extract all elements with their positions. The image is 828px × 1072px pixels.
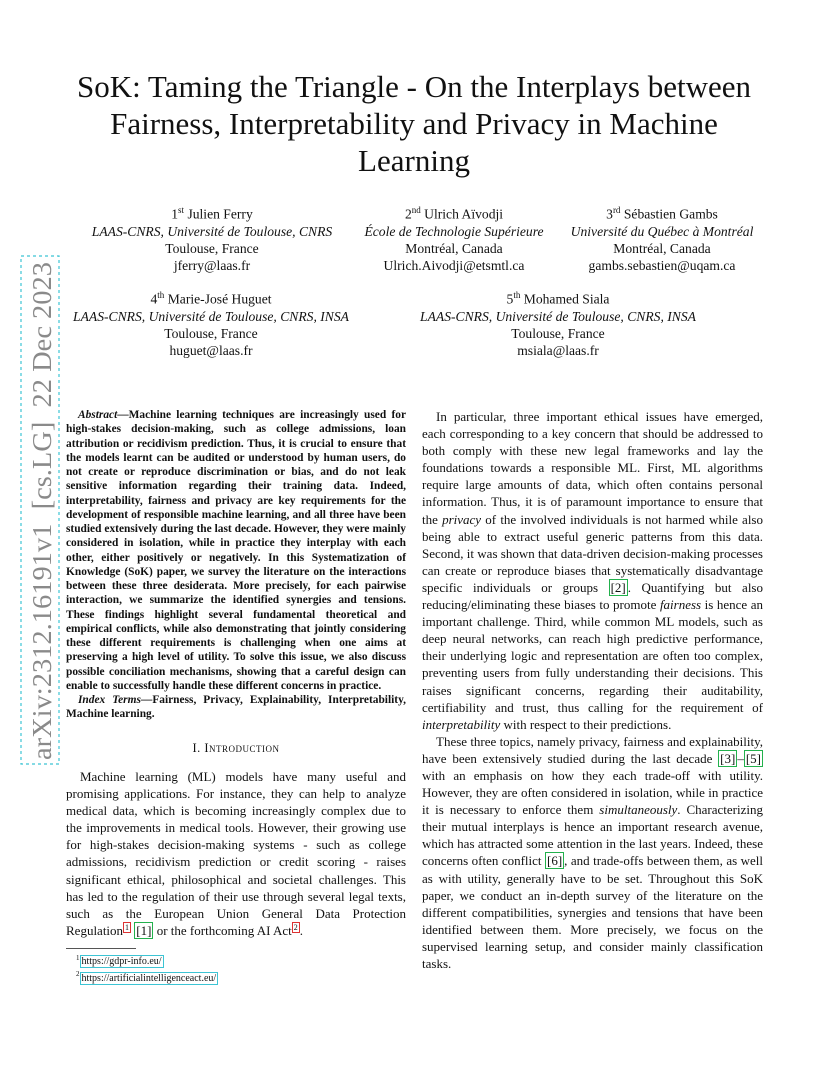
author-ordinal-suffix: st xyxy=(178,205,185,215)
author-ordinal-suffix: nd xyxy=(411,205,421,215)
footnote-1: $^1$ https://gdpr-info.eu/ xyxy=(76,954,162,968)
citation-link[interactable]: [3] xyxy=(720,750,736,766)
author-location: Toulouse, France xyxy=(165,240,259,256)
author-ordinal-suffix: th xyxy=(513,290,521,300)
citation-link[interactable]: [2] xyxy=(610,579,626,595)
arxiv-id-text: arXiv:2312.16191v1 [cs.LG] 22 Dec 2023 xyxy=(27,287,57,760)
index-terms-label: Index Terms xyxy=(78,694,141,706)
author-ordinal: 1 xyxy=(171,206,179,222)
section-heading xyxy=(66,741,406,756)
author-ordinal-suffix: th xyxy=(157,290,165,300)
author-affiliation: LAAS-CNRS, Université de Toulouse, CNRS, INSA xyxy=(420,308,696,324)
author-ordinal-suffix: rd xyxy=(612,205,621,215)
footnote-link-2[interactable]: 2 xyxy=(293,922,298,932)
author-email: Ulrich.Aivodji@etsmtl.ca xyxy=(383,257,525,273)
author-location: Toulouse, France xyxy=(164,325,258,341)
intro-paragraph-1: Machine learning (ML) models have many useful and promising applications. For instance, they can help to analyze medical data, which is becoming increasingly complex due to the improvements in medical tools. However, their growing use for high-stakes decision-making systems - such as college admissions, recidivism prediction or credit scoring - raises significant ethical, philosophical and societal challenges. This has led to the regulation of their use through several legal texts, such as the European Union General Data Protection Regulation $^1$ [1] or the forthcoming AI Act $^2$ . xyxy=(66,769,406,938)
author-ordinal: 3 xyxy=(606,206,613,222)
author-name: Sébastien Gambs xyxy=(623,206,718,222)
author-email: huguet@laas.fr xyxy=(169,342,253,358)
author-block-3 xyxy=(562,202,762,274)
author-location: Montréal, Canada xyxy=(613,240,711,256)
index-terms-text: —Fairness, Privacy, Explainability, Interpretability, Machine learning. xyxy=(66,694,406,721)
author-affiliation: LAAS-CNRS, Université de Toulouse, CNRS, INSA xyxy=(73,308,349,324)
author-block-2 xyxy=(344,202,564,274)
citation-link[interactable]: [6] xyxy=(547,853,563,869)
arxiv-identifier-stamp xyxy=(20,255,60,765)
author-name: Mohamed Siala xyxy=(523,291,610,307)
author-ordinal: 4 xyxy=(150,291,158,307)
citation-link[interactable]: [5] xyxy=(745,750,761,766)
footnote-url[interactable]: https://gdpr-info.eu/ xyxy=(81,956,162,968)
citation-link[interactable]: [1] xyxy=(136,922,152,938)
paper-title: SoK: Taming the Triangle - On the Interplays between Fairness, Interpretability and Privacy in Machine Learning xyxy=(77,69,751,178)
footnote-url[interactable]: https://artificialintelligenceact.eu/ xyxy=(81,972,217,984)
author-name: Ulrich Aïvodji xyxy=(424,206,504,222)
abstract-label: Abstract xyxy=(78,409,118,421)
footnote-link-1[interactable]: 1 xyxy=(125,922,130,932)
author-affiliation: École de Technologie Supérieure xyxy=(364,223,544,239)
author-affiliation: Université du Québec à Montréal xyxy=(570,223,754,239)
author-ordinal: 5 xyxy=(506,291,514,307)
author-block-5 xyxy=(410,287,706,359)
author-location: Toulouse, France xyxy=(511,325,605,341)
intro-paragraph-3: These three topics, namely privacy, fairness and explainability, have been extensively studied during the last decade [3] – [5] with an emphasis on how they each trade-off with utility. However, they are often considered in isolation, while in practice it is necessary to enforce them simultaneously. Characterizing their mutual interplays is hence an important research avenue, which has attracted some attention in the last years. Indeed, these concerns often conflict [6] , and trade-offs between them, as well as with utility, generally have to be set. Throughout this SoK paper, we conduct an in-depth survey of the literature on the different compatibilities, synergies and tensions that have been identified between them. More precisely, we focus on the supervised learning setup, and consider mainly classification tasks. xyxy=(422,733,764,971)
author-location: Montréal, Canada xyxy=(405,240,503,256)
author-email: msiala@laas.fr xyxy=(517,342,599,358)
author-name: Julien Ferry xyxy=(187,206,253,222)
footnotes xyxy=(76,948,406,985)
intro-paragraph-2: In particular, three important ethical issues have emerged, each corresponding to a key concern that should be addressed to both comply with these new legal frameworks and lay the foundations towards a responsible ML. First, ML algorithms require large amounts of data, which often contains personal information. Thus, it is of paramount importance to ensure that the privacy of the involved individuals is not harmed while also being able to extract useful generic patterns from this data. Second, it was shown that data-driven decision-making processes can create or reproduce biases that systematically disadvantage specific individuals or groups [2] . Quantifying but also reducing/eliminating these biases to promote fairness is hence an important challenge. Third, while common ML models, such as deep neural networks, can reach high predictive performance, their underlying logic and representation are often too complex, preventing users from fully understanding their decisions. This raises significant concerns, regarding their auditability, certifiability and trust, thus calling for the requirement of interpretability with respect to their predictions. xyxy=(422,409,763,732)
intro-left-column xyxy=(66,768,406,939)
section-number: I. xyxy=(192,741,201,755)
abstract xyxy=(66,408,406,722)
footnote-2: $^2$ https://artificialintelligenceact.eu/ xyxy=(76,970,217,984)
abstract-text: —Machine learning techniques are increasingly used for high-stakes decision-making, such as college admissions, loan attribution or recidivism prediction. Thus, it is crucial to ensure that the models learnt can be audited or understood by human users, do not create or reproduce discrimination or bias, and do not leak sensitive information regarding their training data. Indeed, interpretability, fairness and privacy are key requirements for the development of responsible machine learning, and all three have been studied extensively during the last decade. However, they were mainly considered in isolation, while in practice they interplay with each other, either positively or negatively. In this Systematization of Knowledge (SoK) paper, we survey the literature on the interactions between these three desiderata. More precisely, for each pairwise interaction, we summarize the identified synergies and tensions. These findings highlight several fundamental theoretical and empirical conflicts, while also demonstrating that jointly considering these different requirements is challenging when one aims at preserving a high level of utility. To solve this issue, we also discuss possible conciliation mechanisms, showing that a careful design can enable to successfully handle these different concerns in practice. xyxy=(66,409,406,692)
author-ordinal: 2 xyxy=(404,206,412,222)
author-name: Marie-José Huguet xyxy=(167,291,272,307)
author-email: jferry@laas.fr xyxy=(173,257,251,273)
footnote-rule xyxy=(66,948,136,949)
author-block-4 xyxy=(66,287,356,359)
section-title: Introduction xyxy=(204,741,280,755)
author-affiliation: LAAS-CNRS, Université de Toulouse, CNRS xyxy=(91,223,333,239)
author-email: gambs.sebastien@uqam.ca xyxy=(588,257,736,273)
intro-right-column xyxy=(422,408,763,972)
author-block-1 xyxy=(82,202,342,274)
